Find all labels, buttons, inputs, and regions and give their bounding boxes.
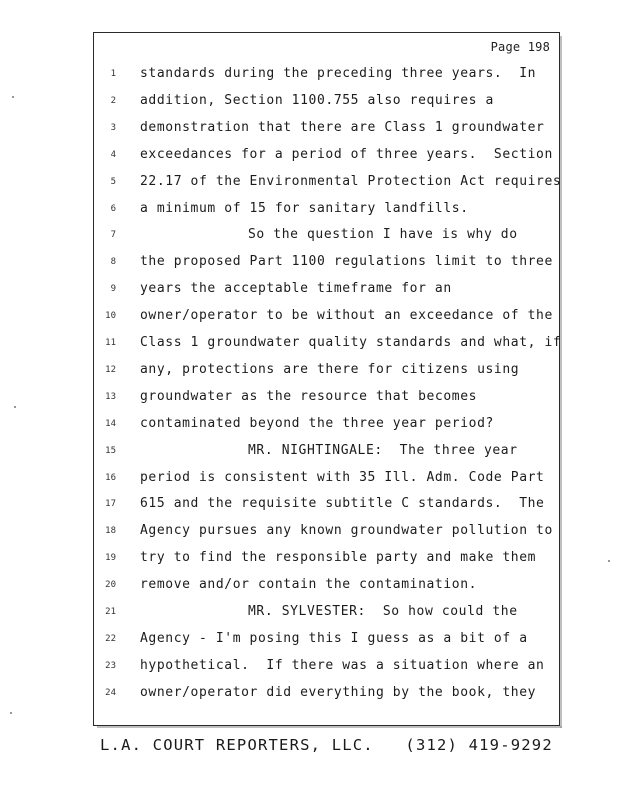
line-number: 17 (105, 499, 116, 510)
line-text: 22.17 of the Environmental Protection Act requires (140, 173, 562, 189)
line-number: 18 (105, 526, 116, 537)
line-number: 20 (105, 580, 116, 591)
line-text: years the acceptable timeframe for an (140, 281, 452, 297)
line-text: Agency pursues any known groundwater pollution to (140, 523, 553, 539)
page-frame-shadow-right (560, 36, 562, 728)
transcript-line (96, 631, 556, 658)
line-text: MR. NIGHTINGALE: The three year (248, 442, 518, 458)
line-number: 4 (110, 149, 116, 160)
line-number: 11 (105, 338, 116, 348)
line-number: 8 (110, 257, 116, 268)
line-number: 6 (110, 203, 116, 214)
transcript-line (96, 389, 556, 416)
transcript-line (96, 120, 556, 147)
line-text: any, protections are there for citizens using (140, 361, 520, 377)
court-reporter-footer: L.A. COURT REPORTERS, LLC. (312) 419-9292 (100, 736, 553, 754)
line-number: 15 (105, 445, 116, 456)
line-text: MR. SYLVESTER: So how could the (248, 604, 518, 619)
line-number: 13 (105, 391, 116, 402)
line-text: try to find the responsible party and make them (140, 550, 537, 566)
transcript-line (96, 416, 556, 443)
line-text: contaminated beyond the three year period? (140, 415, 494, 431)
line-text: exceedances for a period of three years. Section (140, 146, 553, 162)
line-number: 9 (110, 284, 116, 295)
line-number: 1 (110, 69, 116, 79)
transcript-line (96, 93, 556, 120)
line-text: Class 1 groundwater quality standards and what, if (140, 335, 562, 350)
line-text: a minimum of 15 for sanitary landfills. (140, 200, 469, 216)
line-number: 3 (110, 122, 116, 133)
line-text: remove and/or contain the contamination. (140, 577, 478, 593)
line-text: So the question I have is why do (248, 227, 518, 243)
transcript-line (96, 227, 556, 254)
line-text: standards during the preceding three years. In (140, 66, 537, 81)
line-text: owner/operator did everything by the book, they (140, 684, 537, 700)
line-number: 7 (110, 230, 116, 241)
line-number: 16 (105, 472, 116, 483)
transcript-line (96, 443, 556, 470)
transcript-line (96, 173, 562, 201)
transcript-line (96, 550, 556, 577)
transcript-line (96, 254, 556, 281)
line-text: demonstration that there are Class 1 groundwater (140, 119, 545, 135)
line-number: 19 (105, 553, 116, 564)
transcript-line (96, 496, 556, 523)
transcript-line (96, 577, 556, 604)
line-number: 12 (105, 364, 116, 375)
line-text: the proposed Part 1100 regulations limit to three (140, 254, 553, 270)
line-number: 23 (105, 660, 116, 671)
line-text: groundwater as the resource that becomes (140, 388, 478, 404)
line-text: owner/operator to be without an exceedance of the (140, 308, 553, 324)
line-number: 5 (110, 176, 116, 187)
transcript-line (96, 201, 556, 228)
line-text: 615 and the requisite subtitle C standards. The (140, 496, 545, 512)
line-text: addition, Section 1100.755 also requires a (140, 92, 494, 108)
line-text: Agency - I'm posing this I guess as a bit of a (140, 630, 528, 646)
line-number: 24 (105, 687, 116, 698)
line-number: 10 (105, 311, 116, 322)
scan-speck (14, 406, 16, 408)
transcript-line (96, 66, 556, 93)
transcript-line (96, 604, 556, 631)
transcript-line (96, 147, 556, 174)
page-frame-shadow-bottom (97, 726, 562, 728)
scan-speck (12, 96, 14, 98)
line-number: 2 (110, 95, 116, 106)
transcript-line (96, 308, 556, 335)
page-number: Page 198 (490, 40, 550, 54)
transcript-line (96, 335, 562, 362)
transcript-line (96, 470, 556, 497)
scan-speck (608, 560, 610, 562)
transcript-line (96, 281, 556, 308)
line-number: 14 (105, 418, 116, 429)
line-number: 22 (105, 633, 116, 644)
line-text: hypothetical. If there was a situation where an (140, 657, 545, 673)
transcript-line (96, 658, 556, 685)
scan-speck (10, 712, 12, 714)
transcript-line (96, 362, 556, 389)
transcript-line (96, 685, 556, 712)
line-number: 21 (105, 607, 116, 617)
transcript-line (96, 523, 556, 550)
line-text: period is consistent with 35 Ill. Adm. Code Part (140, 469, 545, 485)
